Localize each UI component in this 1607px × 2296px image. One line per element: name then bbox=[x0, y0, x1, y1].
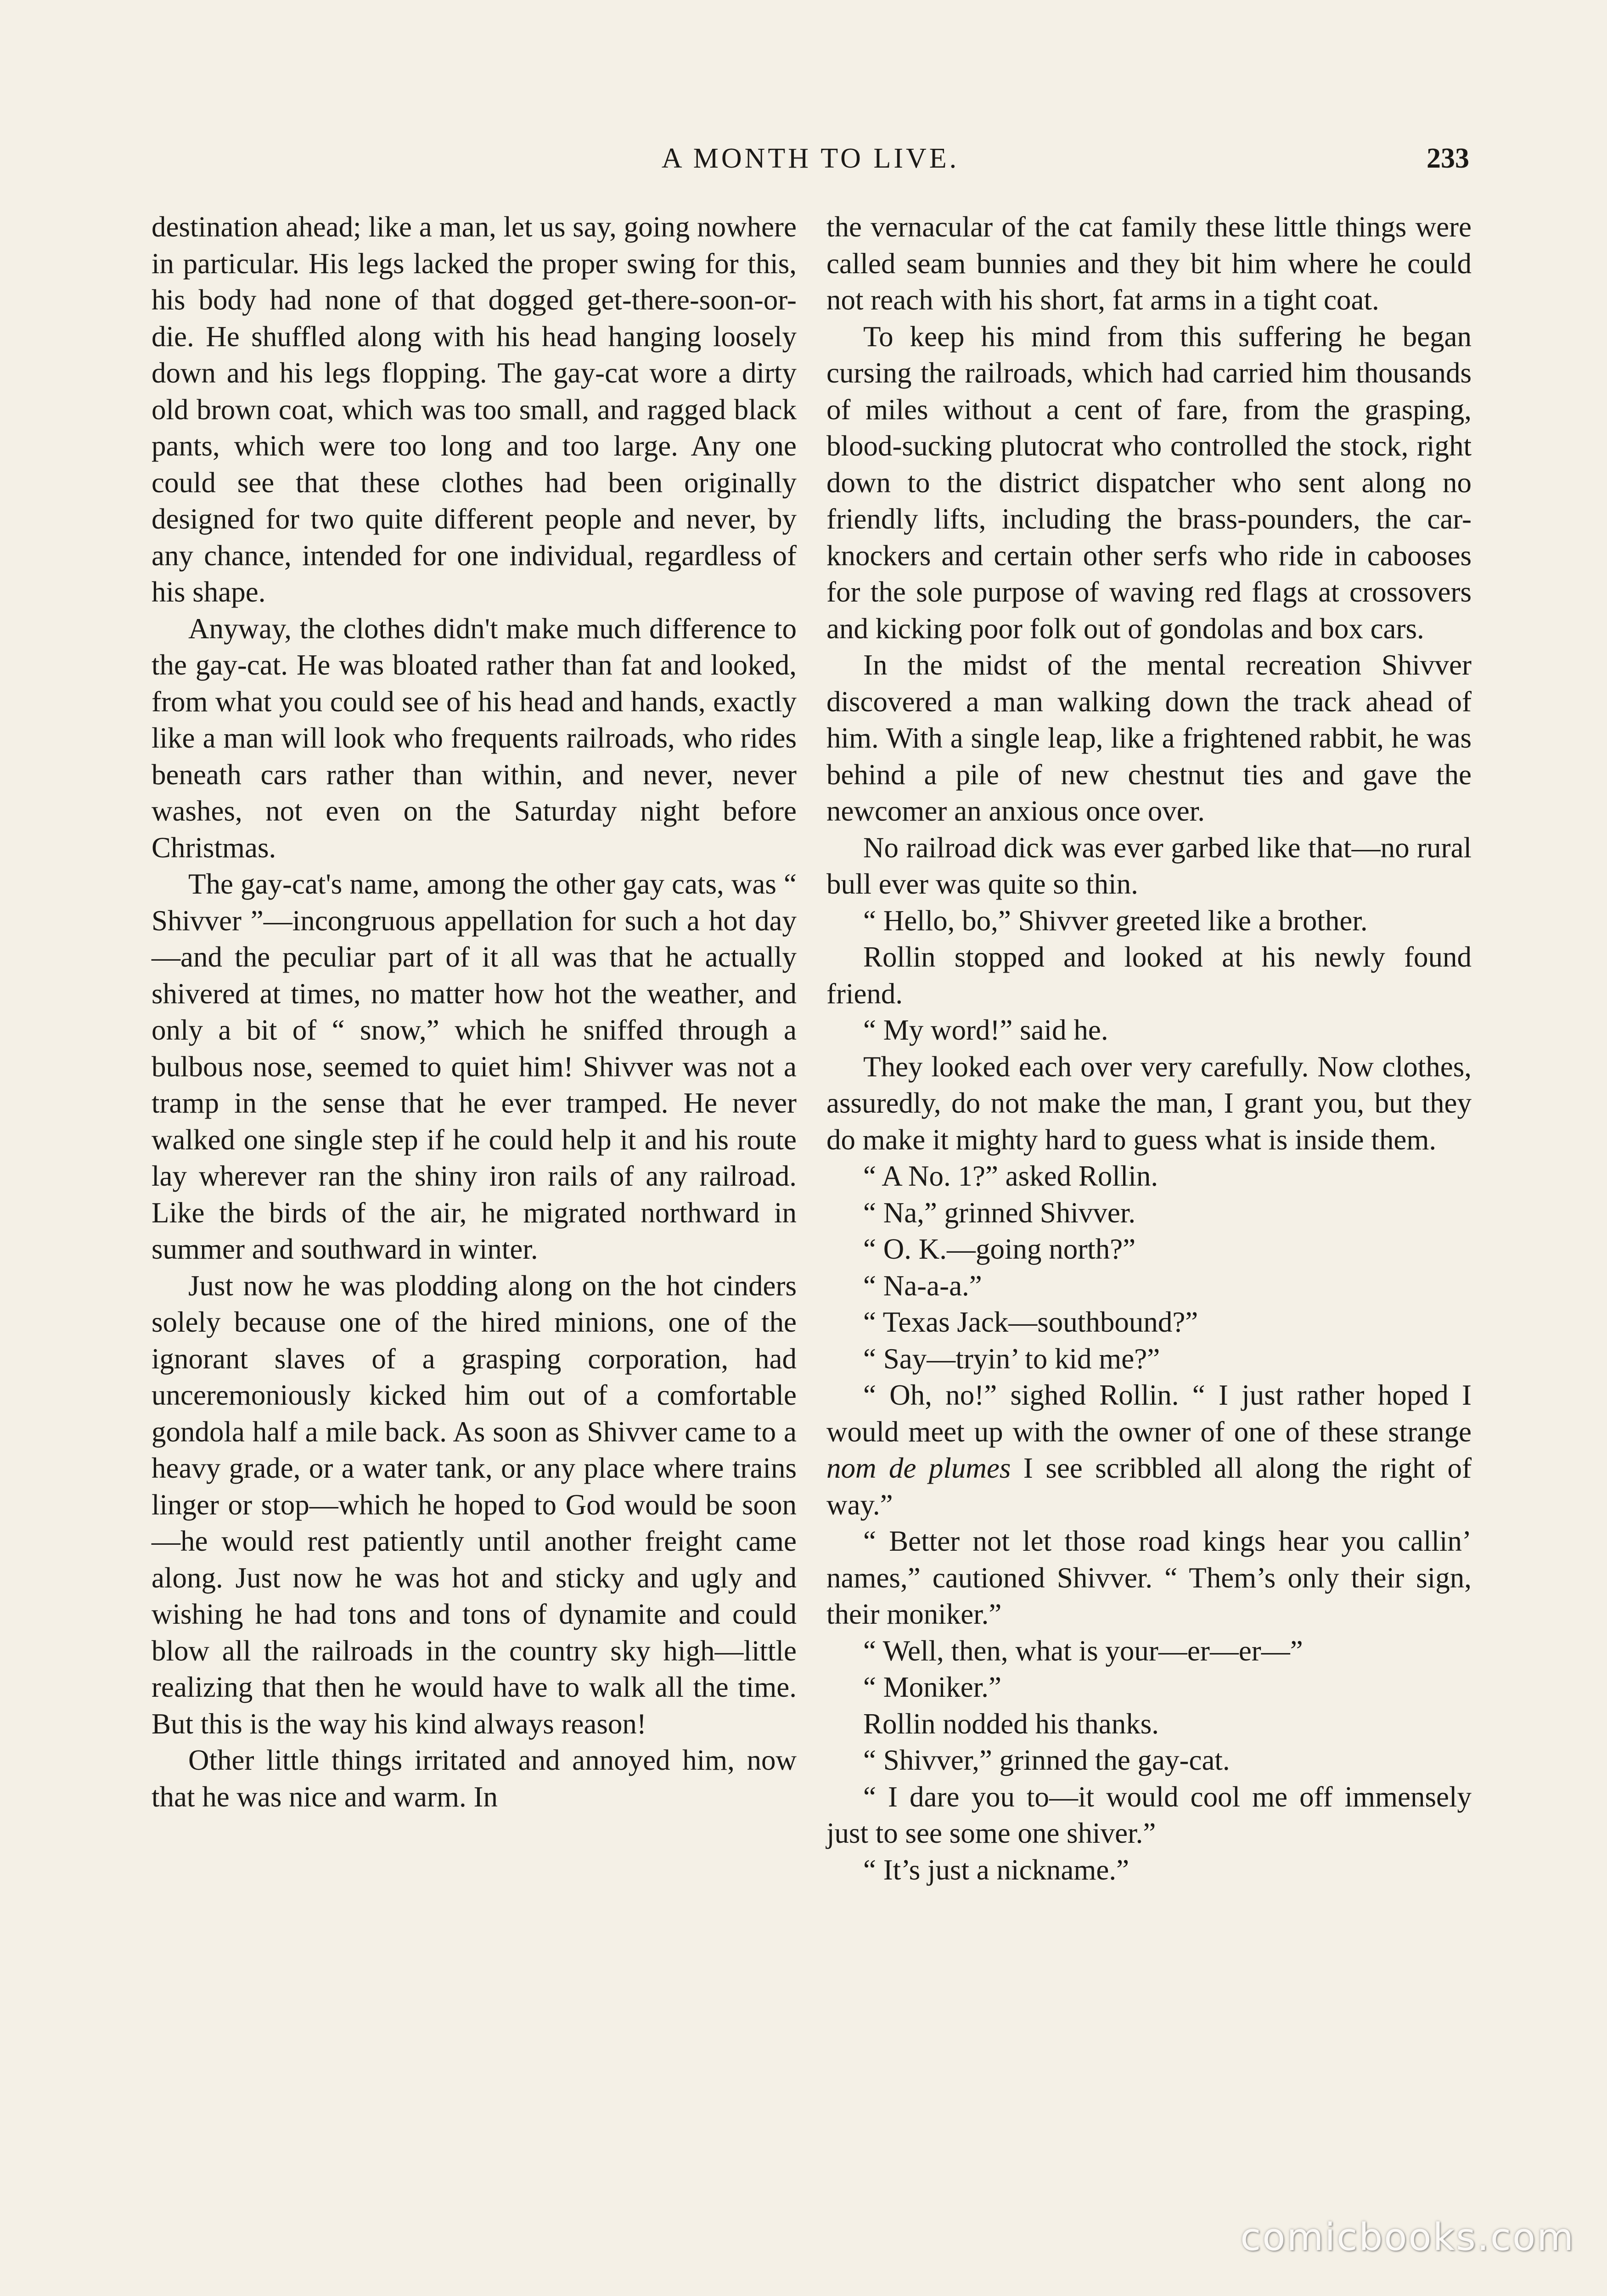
paragraph: Anyway, the clothes didn't make much difference to the gay-cat. He was bloated rather than fat and looked, from what you could see of his head and hands, exactly like a man will look who frequents railroads, who rides beneath cars rather than within, and never, never washes, not even on the Saturday night before Christmas. bbox=[152, 612, 797, 864]
watermark: comicbooks.com bbox=[1240, 2216, 1575, 2259]
paragraph: Just now he was plodding along on the hot cinders solely because one of the hired minions, one of the ignorant slaves of a grasping corporation, had unceremoniously kicked him out of a comfortable gondola half a mile back. As soon as Shivver came to a heavy grade, or a water tank, or any place where trains linger or stop—which he hoped to God would be soon—he would rest patiently until another freight came along. Just now he was hot and sticky and ugly and wishing he had tons and tons of dynamite and could blow all the railroads in the country sky high—little realizing that then he would have to walk all the time. But this is the way his kind always reason! bbox=[152, 1269, 797, 1740]
dialogue-text: “ Oh, no!” sighed Rollin. “ I just rather hoped I would meet up with the owner of one of these strange bbox=[826, 1379, 1472, 1448]
running-title: A MONTH TO LIVE. bbox=[661, 143, 960, 174]
paragraph: In the midst of the mental recreation Shivver discovered a man walking down the track ahead of him. With a single leap, like a frightened rabbit, he was behind a pile of new chestnut ties and gave the newcomer an anxious once over. bbox=[826, 649, 1472, 827]
right-column bbox=[826, 209, 1472, 1888]
dialogue-line: “ I dare you to—it would cool me off immensely just to see some one shiver.” bbox=[826, 1780, 1472, 1849]
running-head bbox=[152, 138, 1469, 179]
dialogue-text: I see scribbled all along the right of way.” bbox=[826, 1452, 1472, 1521]
page-number: 233 bbox=[1427, 143, 1469, 174]
paragraph: The gay-cat's name, among the other gay cats, was “ Shivver ”—incongruous appellation for such a hot day—and the peculiar part of it all was that he actually shivered at times, no matter how hot the weather, and only a bit of “ snow,” which he sniffed through a bulbous nose, seemed to quiet him! Shivver was not a tramp in the sense that he ever tramped. He never walked one single step if he could help it and his route lay wherever ran the shiny iron rails of any railroad. Like the birds of the air, he migrated northward in summer and southward in winter. bbox=[152, 868, 797, 1265]
dialogue-line: “ Well, then, what is your—er—er—” bbox=[863, 1634, 1303, 1667]
dialogue-line: “ A No. 1?” asked Rollin. bbox=[863, 1160, 1158, 1192]
paragraph: They looked each over very carefully. Now clothes, assuredly, do not make the man, I grant you, but they do make it mighty hard to guess what is inside them. bbox=[826, 1050, 1472, 1156]
paragraph: Other little things irritated and annoyed him, now that he was nice and warm. In bbox=[152, 1744, 797, 1813]
dialogue-line: “ Shivver,” grinned the gay-cat. bbox=[863, 1744, 1230, 1776]
paragraph: destination ahead; like a man, let us say, going nowhere in particular. His legs lacked the proper swing for this, his body had none of that dogged get-there-soon-or-die. He shuffled along with his head hanging loosely down and his legs flopping. The gay-cat wore a dirty old brown coat, which was too small, and ragged black pants, which were too long and too large. Any one could see that these clothes had been originally designed for two quite different people and never, by any chance, intended for one individual, regardless of his shape. bbox=[152, 211, 797, 608]
dialogue-line: “ My word!” said he. bbox=[863, 1014, 1108, 1046]
dialogue-line: “ Na,” grinned Shivver. bbox=[863, 1196, 1136, 1229]
dialogue-line bbox=[826, 1377, 1472, 1523]
dialogue-line: “ Say—tryin’ to kid me?” bbox=[863, 1342, 1160, 1375]
dialogue-line: “ Better not let those road kings hear you callin’ names,” cautioned Shivver. “ Them’s only their sign, their moniker.” bbox=[826, 1525, 1472, 1630]
dialogue-line: “ Texas Jack—southbound?” bbox=[863, 1306, 1198, 1338]
paragraph: Rollin nodded his thanks. bbox=[863, 1707, 1159, 1740]
dialogue-line: “ Na-a-a.” bbox=[863, 1269, 982, 1302]
paragraph: No railroad dick was ever garbed like that—no rural bull ever was quite so thin. bbox=[826, 831, 1472, 900]
left-column bbox=[152, 209, 797, 1815]
italic-phrase: nom de plumes bbox=[826, 1452, 1011, 1484]
paragraph: To keep his mind from this suffering he began cursing the railroads, which had carried him thousands of miles without a cent of fare, from the grasping, blood-sucking plutocrat who controlled the stock, right down to the district dispatcher who sent along no friendly lifts, including the brass-pounders, the car-knockers and certain other serfs who ride in cabooses for the sole purpose of waving red flags at crossovers and kicking poor folk out of gondolas and box cars. bbox=[826, 320, 1472, 645]
dialogue-line: “ O. K.—going north?” bbox=[863, 1233, 1136, 1265]
paragraph: the vernacular of the cat family these little things were called seam bunnies and they bit him where he could not reach with his short, fat arms in a tight coat. bbox=[826, 211, 1472, 316]
dialogue-line: “ Hello, bo,” Shivver greeted like a brother. bbox=[863, 904, 1368, 937]
paragraph: Rollin stopped and looked at his newly found friend. bbox=[826, 941, 1472, 1010]
dialogue-line: “ It’s just a nickname.” bbox=[863, 1853, 1129, 1886]
dialogue-line: “ Moniker.” bbox=[863, 1671, 1001, 1703]
